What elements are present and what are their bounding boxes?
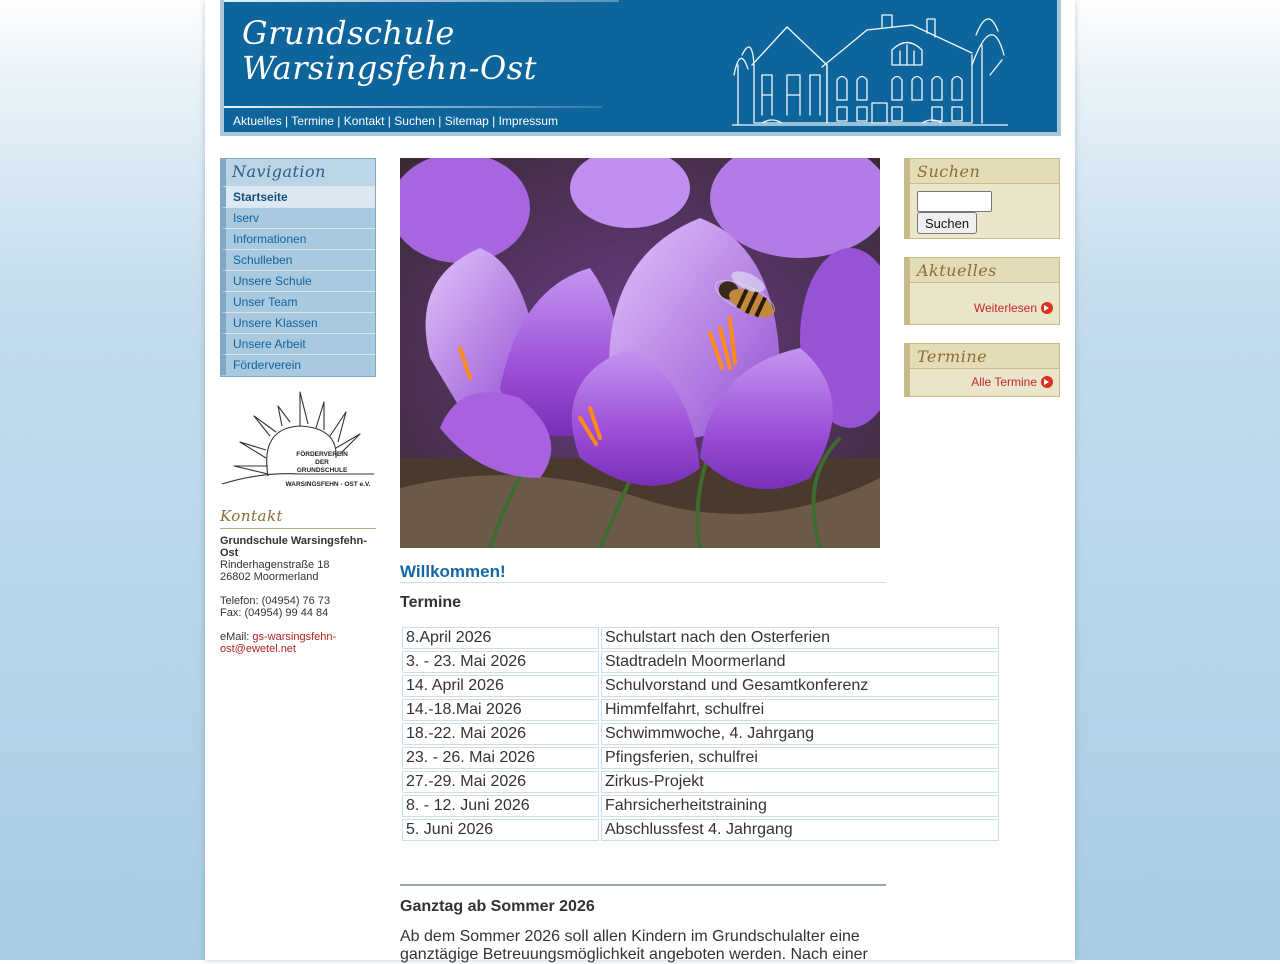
event-date: 23. - 26. Mai 2026 xyxy=(402,747,599,769)
events-table xyxy=(400,625,1001,843)
top-link-kontakt[interactable]: Kontakt xyxy=(343,114,385,128)
search-box-title: Suchen xyxy=(905,159,1059,184)
welcome-heading: Willkommen! xyxy=(400,562,886,583)
nav-item-unsere-klassen[interactable]: Unsere Klassen xyxy=(221,312,375,333)
ganztag-heading: Ganztag ab Sommer 2026 xyxy=(400,898,595,915)
section-divider xyxy=(400,884,886,886)
top-link-termine[interactable]: Termine xyxy=(291,114,334,128)
event-title: Himmfelfahrt, schulfrei xyxy=(601,699,999,721)
school-house-sketch xyxy=(732,5,1008,127)
contact-street: Rinderhagenstraße 18 xyxy=(220,559,330,571)
nav-item-unsere-schule[interactable]: Unsere Schule xyxy=(221,270,375,291)
search-box xyxy=(904,158,1060,239)
nav-item-schulleben[interactable]: Schulleben xyxy=(221,249,375,270)
contact-city: 26802 Moormerland xyxy=(220,571,319,583)
contact-email-row xyxy=(220,631,376,655)
event-date: 8.April 2026 xyxy=(402,627,599,649)
hero-crocus-image xyxy=(400,158,880,548)
event-date: 3. - 23. Mai 2026 xyxy=(402,651,599,673)
news-more-label: Weiterlesen xyxy=(973,301,1037,315)
search-input[interactable] xyxy=(917,191,992,212)
logo-text-line4: WARSINGSFEHN - OST e.V. xyxy=(285,481,371,488)
top-link-impressum[interactable]: Impressum xyxy=(498,114,558,128)
page xyxy=(205,0,1075,963)
logo-text-line2: DER xyxy=(315,459,329,466)
dates-box-body xyxy=(905,369,1059,396)
title-rule-top xyxy=(224,0,619,2)
table-row xyxy=(402,795,999,817)
contact-email-link[interactable]: gs-warsingsfehn-ost@ewetel.net xyxy=(220,631,337,655)
event-date: 5. Juni 2026 xyxy=(402,819,599,841)
news-box-body xyxy=(905,283,1059,324)
dates-more-link[interactable] xyxy=(971,375,1053,389)
event-title: Schulvorstand und Gesamtkonferenz xyxy=(601,675,999,697)
header-banner xyxy=(224,0,1057,132)
nav-item-informationen[interactable]: Informationen xyxy=(221,228,375,249)
termine-heading: Termine xyxy=(400,594,462,611)
nav-item-unsere-arbeit[interactable]: Unsere Arbeit xyxy=(221,333,375,354)
table-row xyxy=(402,627,999,649)
event-date: 14. April 2026 xyxy=(402,675,599,697)
event-title: Pfingsferien, schulfrei xyxy=(601,747,999,769)
table-row xyxy=(402,675,999,697)
site-title-line2: Warsingsfehn-Ost xyxy=(242,49,537,87)
table-row xyxy=(402,819,999,841)
nav-item-iserv[interactable]: Iserv xyxy=(221,207,375,228)
logo-text-line3: GRUNDSCHULE xyxy=(296,467,348,474)
arrow-right-circle-icon xyxy=(1041,376,1053,388)
table-row xyxy=(402,651,999,673)
nav-item-startseite[interactable]: Startseite xyxy=(221,186,375,207)
navigation-title: Navigation xyxy=(221,159,375,186)
table-row xyxy=(402,771,999,793)
news-box-title: Aktuelles xyxy=(905,258,1059,283)
nav-item-unser-team[interactable]: Unser Team xyxy=(221,291,375,312)
navigation-box xyxy=(220,158,376,377)
table-row xyxy=(402,747,999,769)
event-title: Schulstart nach den Osterferien xyxy=(601,627,999,649)
event-title: Stadtradeln Moormerland xyxy=(601,651,999,673)
arrow-right-circle-icon xyxy=(1041,302,1053,314)
news-more-link[interactable] xyxy=(974,301,1053,315)
event-date: 14.-18.Mai 2026 xyxy=(402,699,599,721)
site-header xyxy=(220,0,1061,136)
nav-item-foerderverein[interactable]: Förderverein xyxy=(221,354,375,375)
table-row xyxy=(402,723,999,745)
title-rule-bottom xyxy=(224,106,602,108)
contact-fax: Fax: (04954) 99 44 84 xyxy=(220,607,329,619)
event-date: 18.-22. Mai 2026 xyxy=(402,723,599,745)
search-box-body xyxy=(905,184,1059,238)
search-button[interactable]: Suchen xyxy=(917,212,977,234)
contact-phone: Telefon: (04954) 76 73 xyxy=(220,595,331,607)
dates-more-label: Alle Termine xyxy=(971,375,1037,389)
top-links: Aktuelles | Termine | Kontakt | Suchen | Sitemap | Impressum xyxy=(233,114,558,128)
dates-box xyxy=(904,343,1060,397)
dates-box-title: Termine xyxy=(905,344,1059,369)
news-box xyxy=(904,257,1060,325)
site-title[interactable] xyxy=(242,16,537,86)
ganztag-paragraph: Ab dem Sommer 2026 soll allen Kindern im Grundschulalter eine ganztägige Betreuungsmöglichkeit angeboten werden. Nach einer xyxy=(400,928,868,963)
event-title: Abschlussfest 4. Jahrgang xyxy=(601,819,999,841)
event-date: 8. - 12. Juni 2026 xyxy=(402,795,599,817)
top-link-aktuelles[interactable]: Aktuelles xyxy=(233,114,282,128)
event-title: Schwimmwoche, 4. Jahrgang xyxy=(601,723,999,745)
site-title-line1: Grundschule xyxy=(242,14,455,52)
contact-block xyxy=(220,535,376,655)
top-link-suchen[interactable]: Suchen xyxy=(394,114,435,128)
contact-name: Grundschule Warsingsfehn-Ost xyxy=(220,535,367,559)
event-title: Fahrsicherheitstraining xyxy=(601,795,999,817)
foerderverein-logo[interactable] xyxy=(220,388,376,492)
logo-text-line1: FÖRDERVEREIN xyxy=(296,451,348,458)
table-row xyxy=(402,699,999,721)
top-link-sitemap[interactable]: Sitemap xyxy=(444,114,489,128)
contact-email-label: eMail: xyxy=(220,631,253,643)
event-title: Zirkus-Projekt xyxy=(601,771,999,793)
contact-title: Kontakt xyxy=(220,507,376,529)
event-date: 27.-29. Mai 2026 xyxy=(402,771,599,793)
navigation-list xyxy=(221,186,375,375)
